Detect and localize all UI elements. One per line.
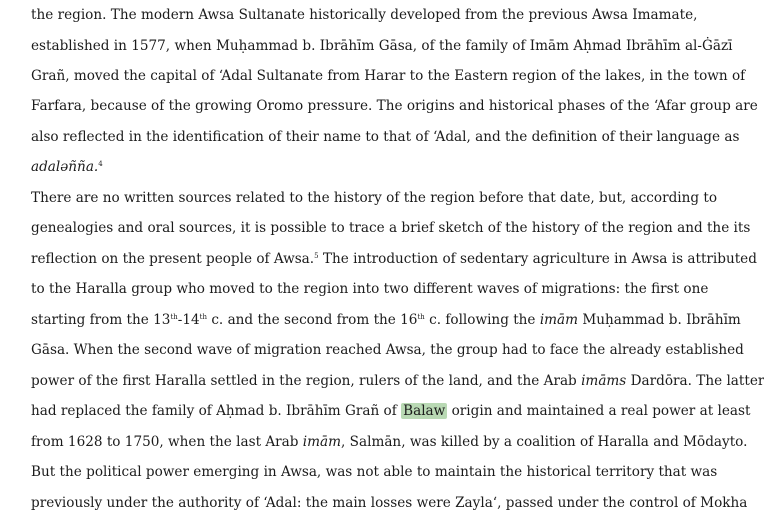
paragraph-start-line: But the political power emerging in Awsa, was not able to maintain the historical territory that was [31, 464, 718, 480]
text-line [31, 400, 751, 422]
text-line: genealogies and oral sources, it is possible to trace a brief sketch of the history of the region and the its [31, 220, 751, 236]
text-run: c. and the second from the 16 [207, 312, 418, 328]
footnote-marker[interactable]: 4 [98, 160, 103, 168]
text-run: reflection on the present people of Awsa. [31, 251, 315, 267]
italic-term: adaləñña. [31, 159, 99, 175]
paragraph-start-line: There are no written sources related to the history of the region before that date, but, according to [31, 190, 718, 206]
italic-term: imām [302, 434, 342, 450]
text-run: starting from the 13 [31, 312, 171, 328]
text-line [31, 309, 741, 331]
superscript: th [170, 313, 178, 321]
text-line: the region. The modern Awsa Sultanate historically developed from the previous Awsa Imamate, [31, 7, 698, 23]
text-run: power of the first Haralla settled in the region, rulers of the land, and the Arab [31, 373, 582, 389]
text-run: c. following the [424, 312, 540, 328]
text-line: to the Haralla group who moved to the region into two different waves of migrations: the first one [31, 281, 709, 297]
text-run: from 1628 to 1750, when the last Arab [31, 434, 303, 450]
text-line [31, 156, 103, 178]
italic-term: imāms [581, 373, 627, 389]
italic-term: imām [539, 312, 579, 328]
text-run: origin and maintained a real power at least [447, 403, 751, 419]
text-line: Farfara, because of the growing Oromo pressure. The origins and historical phases of the ‘Afar group are [31, 98, 758, 114]
text-run: had replaced the family of Aḥmad b. Ibrāhīm Grañ of [31, 403, 402, 419]
text-line [31, 431, 747, 453]
text-run: , Salmān, was killed by a coalition of Haralla and Mōdayto. [341, 434, 748, 450]
superscript: th [199, 313, 207, 321]
highlighted-word[interactable]: Balaw [403, 403, 446, 419]
text-line: Gāsa. When the second wave of migration reached Awsa, the group had to face the already established [31, 342, 744, 358]
text-line [31, 370, 764, 392]
text-run: Dardōra. The latter [626, 373, 764, 389]
text-line: Grañ, moved the capital of ‘Adal Sultanate from Harar to the Eastern region of the lakes, in the town of [31, 68, 746, 84]
text-run: Muḥammad b. Ibrāhīm [578, 312, 741, 328]
text-line: also reflected in the identification of their name to that of ‘Adal, and the definition of their language as [31, 129, 740, 145]
text-line [31, 248, 757, 270]
footnote-marker[interactable]: 5 [314, 252, 319, 260]
text-run: The introduction of sedentary agriculture in Awsa is attributed [318, 251, 757, 267]
text-line: established in 1577, when Muḥammad b. Ibrāhīm Gāsa, of the family of Imām Aḥmad Ibrāhīm al-Ġāzī [31, 38, 733, 54]
text-run: -14 [177, 312, 200, 328]
text-line: previously under the authority of ‘Adal: the main losses were Zayla‘, passed under the control of Mokha [31, 495, 748, 511]
superscript: th [417, 313, 425, 321]
